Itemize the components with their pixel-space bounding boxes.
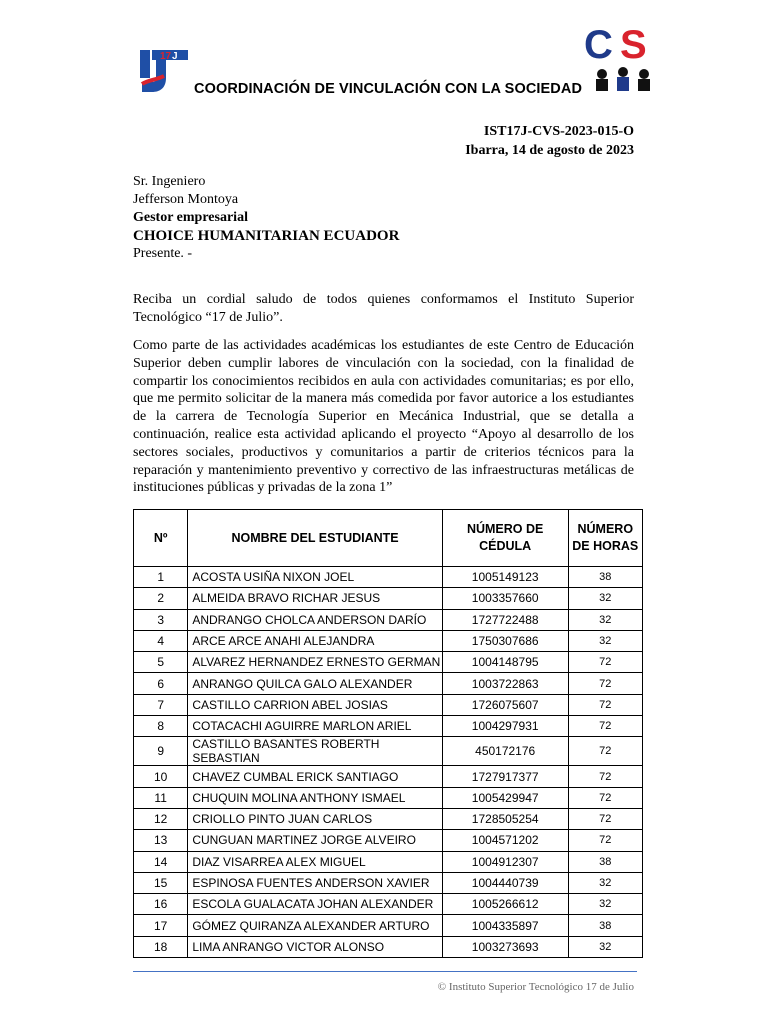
row-num: 8 [134, 716, 188, 737]
row-cedula: 1004440739 [442, 872, 568, 893]
table-row [134, 872, 643, 893]
svg-text:C: C [584, 23, 613, 67]
table-body [134, 567, 643, 958]
row-num: 16 [134, 894, 188, 915]
row-name: CUNGUAN MARTINEZ JORGE ALVEIRO [188, 830, 443, 851]
addressee-block [133, 173, 399, 263]
table-row [134, 808, 643, 829]
row-cedula: 450172176 [442, 737, 568, 766]
row-name: ESPINOSA FUENTES ANDERSON XAVIER [188, 872, 443, 893]
row-cedula: 1727917377 [442, 766, 568, 787]
table-row [134, 694, 643, 715]
row-cedula: 1728505254 [442, 808, 568, 829]
table-header-row [134, 510, 643, 567]
table-row [134, 830, 643, 851]
row-horas: 72 [568, 766, 642, 787]
row-horas: 32 [568, 936, 642, 957]
addressee-salutation: Sr. Ingeniero [133, 174, 206, 189]
table-row [134, 787, 643, 808]
row-num: 18 [134, 936, 188, 957]
row-cedula: 1005149123 [442, 567, 568, 588]
row-name: ESCOLA GUALACATA JOHAN ALEXANDER [188, 894, 443, 915]
row-cedula: 1004297931 [442, 716, 568, 737]
header-name: NOMBRE DEL ESTUDIANTE [188, 510, 443, 567]
table-row [134, 936, 643, 957]
row-horas: 72 [568, 716, 642, 737]
table-row [134, 851, 643, 872]
row-name: DIAZ VISARREA ALEX MIGUEL [188, 851, 443, 872]
row-num: 12 [134, 808, 188, 829]
row-cedula: 1003722863 [442, 673, 568, 694]
svg-text:J: J [172, 51, 178, 62]
row-num: 15 [134, 872, 188, 893]
table-row [134, 766, 643, 787]
row-cedula: 1726075607 [442, 694, 568, 715]
addressee-name: Jefferson Montoya [133, 192, 239, 207]
addressee-company: CHOICE HUMANITARIAN ECUADOR [133, 228, 400, 244]
row-num: 17 [134, 915, 188, 936]
table-row [134, 737, 643, 766]
table-row [134, 609, 643, 630]
header-cedula-line2: CÉDULA [479, 539, 532, 553]
addressee-closing: Presente. - [133, 246, 193, 261]
row-num: 6 [134, 673, 188, 694]
table-row [134, 567, 643, 588]
table-row [134, 652, 643, 673]
row-name: LIMA ANRANGO VICTOR ALONSO [188, 936, 443, 957]
row-cedula: 1004912307 [442, 851, 568, 872]
header-horas-line1: NÚMERO [577, 522, 634, 536]
row-num: 1 [134, 567, 188, 588]
request-paragraph: Como parte de las actividades académicas los estudiantes de este Centro de Educación Superior deben cumplir labores de vinculación con la sociedad, con la finalidad de compartir los conocimientos recibidos en aula con actividades comunitarias; es por ello, que me permito solicitar de la manera más comedida por favor autorice a los estudiantes de la carrera de Tecnología Superior en Mecánica Industrial, que se detalla a continuación, realice esta actividad aplicando el proyecto “Apoyo al desarrollo de los sectores sociales, productivos y comunitarios a partir de criterios técnicos para la reparación y mantenimiento preventivo y correctivo de las infraestructuras metálicas de instituciones públicas y privadas de la zona 1” [133, 338, 634, 496]
footer-rule [133, 971, 637, 972]
row-horas: 32 [568, 588, 642, 609]
row-cedula: 1750307686 [442, 630, 568, 651]
row-num: 3 [134, 609, 188, 630]
row-name: CRIOLLO PINTO JUAN CARLOS [188, 808, 443, 829]
reference-block [465, 122, 634, 160]
row-num: 7 [134, 694, 188, 715]
table-row [134, 894, 643, 915]
institute-logo [138, 46, 190, 94]
row-horas: 72 [568, 737, 642, 766]
row-cedula: 1004335897 [442, 915, 568, 936]
row-num: 4 [134, 630, 188, 651]
row-name: GÓMEZ QUIRANZA ALEXANDER ARTURO [188, 915, 443, 936]
row-cedula: 1004148795 [442, 652, 568, 673]
table-row [134, 588, 643, 609]
place-date: Ibarra, 14 de agosto de 2023 [465, 143, 634, 158]
footer-copyright: © Instituto Superior Tecnológico 17 de Julio [437, 981, 634, 993]
row-cedula: 1005429947 [442, 787, 568, 808]
header-horas-line2: DE HORAS [572, 539, 639, 553]
row-horas: 32 [568, 609, 642, 630]
greeting-paragraph: Reciba un cordial saludo de todos quienes conformamos el Instituto Superior Tecnológico “17 de Julio”. [133, 292, 634, 325]
row-name: ARCE ARCE ANAHI ALEJANDRA [188, 630, 443, 651]
row-num: 11 [134, 787, 188, 808]
row-horas: 32 [568, 630, 642, 651]
row-cedula: 1004571202 [442, 830, 568, 851]
row-horas: 38 [568, 851, 642, 872]
row-name: ACOSTA USIÑA NIXON JOEL [188, 567, 443, 588]
row-num: 5 [134, 652, 188, 673]
row-horas: 32 [568, 872, 642, 893]
row-name: ALMEIDA BRAVO RICHAR JESUS [188, 588, 443, 609]
row-horas: 72 [568, 787, 642, 808]
row-name: CASTILLO BASANTES ROBERTH SEBASTIAN [188, 737, 443, 766]
header-cedula [442, 510, 568, 567]
row-horas: 72 [568, 652, 642, 673]
row-horas: 32 [568, 894, 642, 915]
addressee-position: Gestor empresarial [133, 210, 248, 225]
row-name: CASTILLO CARRION ABEL JOSIAS [188, 694, 443, 715]
row-name: CHUQUIN MOLINA ANTHONY ISMAEL [188, 787, 443, 808]
document-code: IST17J-CVS-2023-015-O [483, 124, 634, 139]
svg-text:S: S [620, 23, 647, 67]
row-horas: 72 [568, 694, 642, 715]
row-num: 10 [134, 766, 188, 787]
row-horas: 38 [568, 567, 642, 588]
row-num: 9 [134, 737, 188, 766]
table-row [134, 915, 643, 936]
vinculacion-logo [584, 22, 662, 94]
row-cedula: 1003357660 [442, 588, 568, 609]
row-cedula: 1003273693 [442, 936, 568, 957]
header-cedula-line1: NÚMERO DE [466, 522, 544, 536]
row-num: 13 [134, 830, 188, 851]
header-horas [568, 510, 642, 567]
row-horas: 72 [568, 830, 642, 851]
department-title: COORDINACIÓN DE VINCULACIÓN CON LA SOCIEDAD [194, 81, 583, 97]
header-num: Nº [134, 510, 188, 567]
table-row [134, 673, 643, 694]
row-name: ANDRANGO CHOLCA ANDERSON DARÍO [188, 609, 443, 630]
row-horas: 38 [568, 915, 642, 936]
row-name: COTACACHI AGUIRRE MARLON ARIEL [188, 716, 443, 737]
row-name: ANRANGO QUILCA GALO ALEXANDER [188, 673, 443, 694]
row-name: ALVAREZ HERNANDEZ ERNESTO GERMAN [188, 652, 443, 673]
row-name: CHAVEZ CUMBAL ERICK SANTIAGO [188, 766, 443, 787]
row-num: 2 [134, 588, 188, 609]
table-row [134, 716, 643, 737]
students-table [133, 509, 643, 958]
row-horas: 72 [568, 808, 642, 829]
row-num: 14 [134, 851, 188, 872]
svg-text:17: 17 [160, 51, 172, 62]
table-row [134, 630, 643, 651]
row-cedula: 1005266612 [442, 894, 568, 915]
row-cedula: 1727722488 [442, 609, 568, 630]
row-horas: 72 [568, 673, 642, 694]
